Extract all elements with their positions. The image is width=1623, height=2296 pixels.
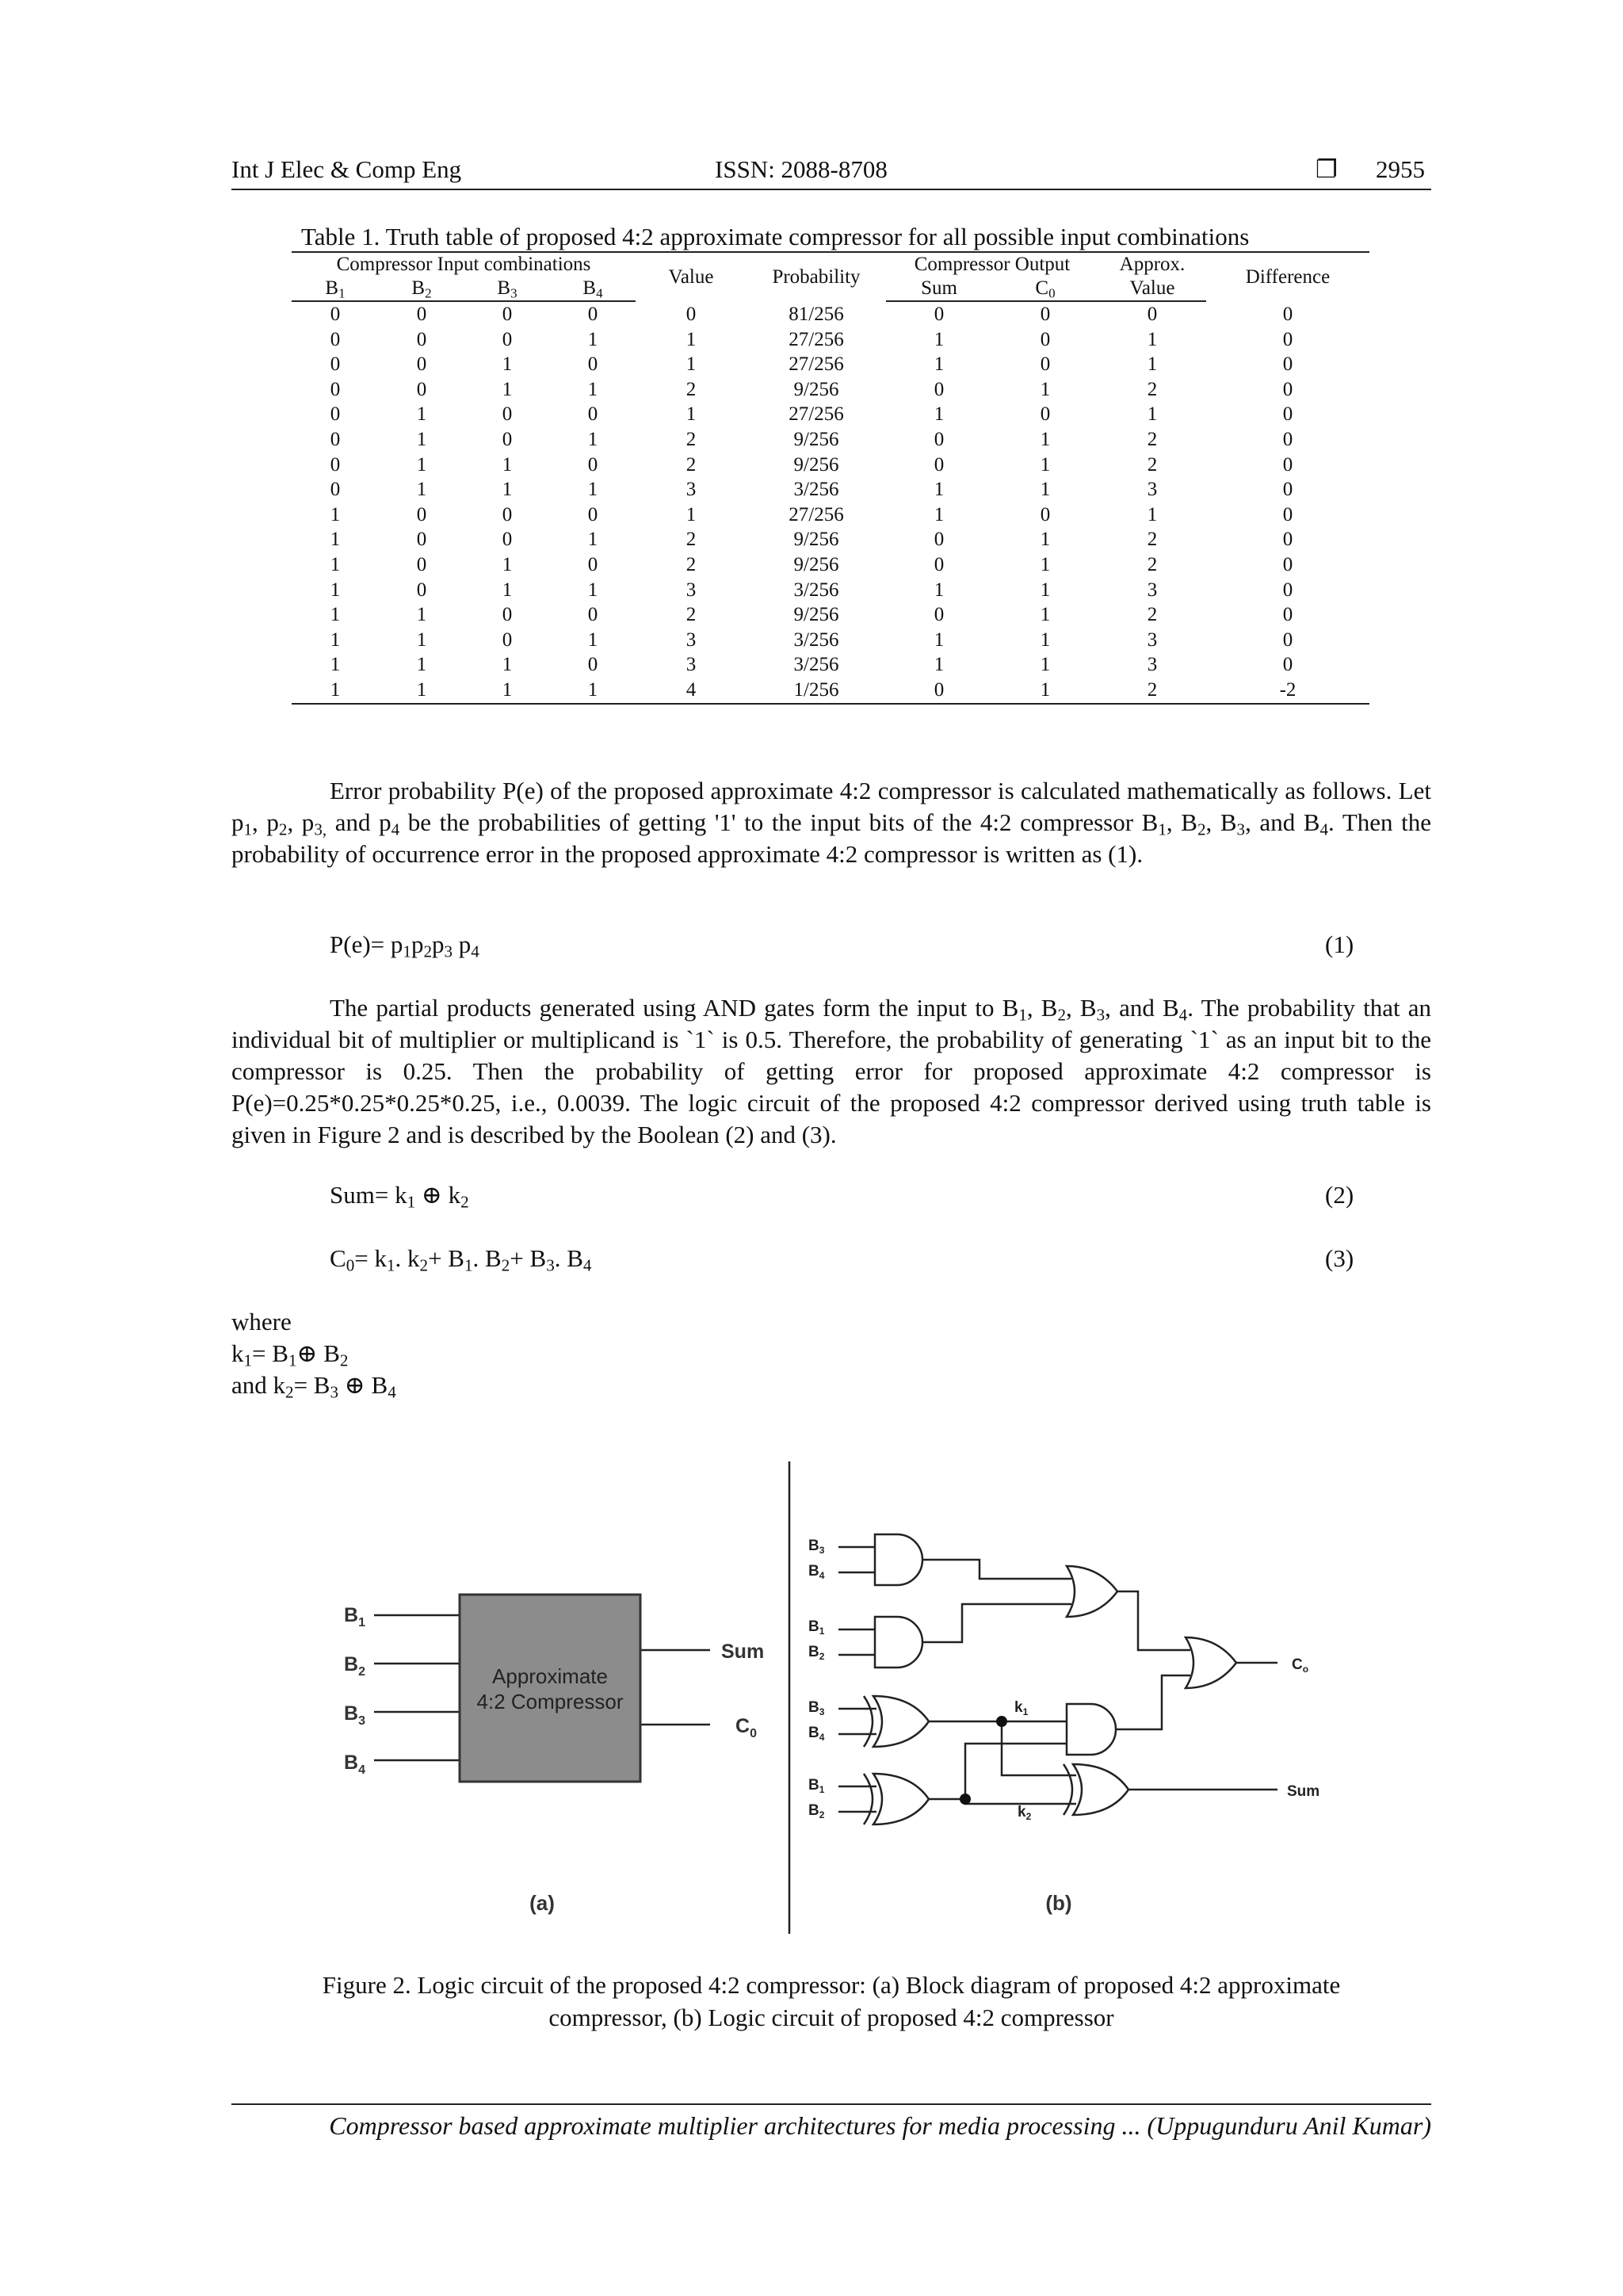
table-cell: 0 — [587, 403, 598, 426]
table-cell: 1 — [587, 579, 598, 601]
table-cell: 0 — [502, 503, 513, 525]
table-cell: 1 — [1147, 328, 1158, 350]
table-cell: 1 — [330, 654, 341, 676]
and-gate-b3-b4 — [875, 1534, 922, 1585]
header-b2: $B_2$ — [379, 277, 464, 301]
table-cell: 0 — [330, 403, 341, 426]
table-cell: 1 — [502, 453, 513, 476]
table-cell: 0 — [502, 304, 513, 325]
label-b-sum: Sum — [1287, 1783, 1320, 1800]
table-cell: 1 — [416, 479, 427, 501]
table-cell: 1 — [587, 628, 598, 651]
label-b-b4-top: $B_4$ — [808, 1563, 825, 1581]
table-cell: 1 — [1040, 604, 1051, 626]
table-cell: 1 — [685, 328, 697, 350]
table-cell: 0 — [416, 579, 427, 601]
table-cell: 0 — [330, 353, 341, 376]
table-cell: 0 — [934, 304, 945, 325]
footer-text: Compressor based approximate multiplier architectures for media processing ... (Uppugunduru Anil Kumar) — [329, 2111, 1431, 2140]
table-cell: 1 — [502, 553, 513, 575]
label-b-b3-bottom: $B_3$ — [808, 1699, 825, 1717]
table-cell: 27/256 — [789, 503, 844, 525]
table-cell: 0 — [587, 553, 598, 575]
table-cell: 0 — [587, 604, 598, 626]
table-cell: 1 — [1040, 654, 1051, 676]
table-cell: 0 — [416, 378, 427, 400]
label-b-c0: $C_o$ — [1292, 1656, 1309, 1675]
header-approx: Approx. — [1098, 252, 1206, 277]
table-cell: 1 — [934, 654, 945, 676]
table-cell: 2 — [1147, 604, 1158, 626]
table-cell: 1 — [685, 403, 697, 426]
table-cell: 0 — [1040, 304, 1051, 325]
junction-k2 — [960, 1794, 971, 1805]
table-cell: 0 — [330, 479, 341, 501]
table-cell: 0 — [502, 428, 513, 450]
equation-3-number: (3) — [1325, 1244, 1354, 1272]
or-gate-top — [1067, 1566, 1117, 1617]
issn: ISSN: 2088-8708 — [715, 155, 888, 183]
label-a-c0: $C_0$ — [735, 1715, 757, 1740]
label-b-b4-bottom: $B_4$ — [808, 1725, 825, 1743]
table-cell: 0 — [416, 553, 427, 575]
table-cell: 1 — [1040, 378, 1051, 400]
table-cell: 3/256 — [793, 654, 839, 676]
equation-1-number: (1) — [1325, 930, 1354, 958]
page-number: 2955 — [1376, 155, 1425, 183]
table-cell: 0 — [502, 403, 513, 426]
table-cell: 0 — [1282, 479, 1293, 501]
table-cell: 1 — [1040, 479, 1051, 501]
table-cell: 0 — [502, 604, 513, 626]
table-cell: 1 — [502, 579, 513, 601]
table-cell: 0 — [502, 628, 513, 651]
block-title-line1: Approximate — [492, 1664, 608, 1688]
subfigure-label-b: (b) — [1045, 1891, 1072, 1915]
paragraph-partial-products: The partial products generated using AND gates form the input to $B_1$, $B_2$, $B_3$, and $B_4$. The probability that an individual bit of multiplier or multiplicand is `1` is 0.5. Therefore, the probability of generating `1` as an input bit to the compressor is 0.25. Then the probability of getting error for proposed approximate 4:2 compressor is P(e)=0.25*0.25*0.25*0.25, i.e., 0.0039. The logic circuit of the proposed 4:2 compressor derived using truth table is given in Figure 2 and is described by the Boolean (2) and (3). — [231, 994, 1432, 1148]
where-label: where — [231, 1308, 292, 1335]
table-cell: 0 — [416, 503, 427, 525]
table-cell: 1 — [1040, 428, 1051, 450]
table-cell: 1 — [416, 628, 427, 651]
table-cell: 1 — [330, 604, 341, 626]
subfigure-label-a: (a) — [529, 1891, 555, 1915]
table-cell: 2 — [685, 604, 697, 626]
table-cell: 1 — [1040, 579, 1051, 601]
table-cell: 0 — [1282, 353, 1293, 376]
table-cell: 0 — [587, 654, 598, 676]
table-cell: 1 — [1147, 403, 1158, 426]
table-cell: 1 — [992, 678, 1098, 704]
table-cell: 1 — [330, 529, 341, 551]
table-cell: 0 — [1282, 378, 1293, 400]
table-cell: 1 — [330, 628, 341, 651]
table-cell: 1 — [330, 553, 341, 575]
figure-caption-line1: Figure 2. Logic circuit of the proposed 4:2 compressor: (a) Block diagram of proposed 4:2 approximate — [322, 1971, 1341, 1999]
table-cell: 1/256 — [747, 678, 886, 704]
table-cell: 0 — [1282, 553, 1293, 575]
table-cell: 1 — [464, 678, 550, 704]
and-gate-k1-k2 — [1067, 1704, 1116, 1755]
table-cell: 0 — [587, 304, 598, 325]
table-cell: 0 — [1040, 503, 1051, 525]
table-cell: 0 — [1147, 304, 1158, 325]
table-cell: 0 — [416, 353, 427, 376]
table-cell: 2 — [1147, 428, 1158, 450]
table-cell: 3 — [1147, 579, 1158, 601]
table-cell: 1 — [934, 628, 945, 651]
header-value: Value — [636, 252, 747, 301]
table-cell: 0 — [330, 453, 341, 476]
label-a-b1: $B_1$ — [344, 1604, 365, 1629]
header-probability: Probability — [747, 252, 886, 301]
table-cell: 1 — [934, 403, 945, 426]
header-sum: Sum — [886, 277, 992, 301]
table-cell: 2 — [1147, 553, 1158, 575]
label-b-b2-top: $B_2$ — [808, 1644, 825, 1662]
table-cell: 0 — [1282, 604, 1293, 626]
table-cell: 1 — [1040, 628, 1051, 651]
table-cell: 3 — [685, 628, 697, 651]
table-cell: 2 — [685, 553, 697, 575]
table-cell: 0 — [587, 453, 598, 476]
figure-caption-line2: compressor, (b) Logic circuit of proposed 4:2 compressor — [548, 2004, 1114, 2031]
table-cell: 1 — [934, 579, 945, 601]
table-cell: 1 — [416, 428, 427, 450]
table-cell: 2 — [685, 529, 697, 551]
table-cell: 0 — [685, 303, 697, 325]
table-cell: 2 — [1098, 678, 1206, 704]
label-a-b2: $B_2$ — [344, 1653, 365, 1679]
table-cell: 3/256 — [793, 479, 839, 501]
label-k1: $k_1$ — [1014, 1699, 1029, 1717]
table-cell: 27/256 — [789, 353, 844, 376]
header-c0: $C_0$ — [992, 277, 1098, 301]
table-cell: 0 — [330, 428, 341, 450]
table-cell: 81/256 — [789, 303, 844, 325]
table-cell: 1 — [1147, 503, 1158, 525]
table-cell: 0 — [934, 453, 945, 476]
table-cell: 1 — [1040, 529, 1051, 551]
table-cell: 1 — [379, 678, 464, 704]
xor-gate-sum — [1073, 1764, 1128, 1815]
label-b-b3-top: $B_3$ — [808, 1538, 825, 1556]
table-cell: 1 — [685, 503, 697, 525]
table-cell: 1 — [934, 503, 945, 525]
table-cell: 3 — [1147, 479, 1158, 501]
table-cell: 0 — [587, 503, 598, 525]
table-cell: 1 — [416, 453, 427, 476]
table-cell: 0 — [1282, 453, 1293, 476]
table-cell: 0 — [1040, 328, 1051, 350]
equation-2: $Sum= k_1$ ⊕ $k_2$ — [330, 1181, 469, 1212]
block-title-line2: 4:2 Compressor — [476, 1690, 624, 1713]
label-b-b1-top: $B_1$ — [808, 1618, 825, 1637]
table-cell: 27/256 — [789, 328, 844, 350]
table-cell: 1 — [1040, 553, 1051, 575]
equation-3: $C_0= k_1$. $k_2+ B_1$. $B_2+ B_3$. $B_4$ — [330, 1244, 592, 1275]
label-a-sum: Sum — [721, 1641, 765, 1663]
table-cell: 3/256 — [793, 579, 839, 601]
paragraph-error-probability: Error probability P(e) of the proposed approximate 4:2 compressor is calculated mathematically as follows. Let $p_1$, $p_2$, $p_{3,}$ and $p_4$ be the probabilities of getting '1' to the input bits of the 4:2 compressor $B_1$, $B_2$, $B_3$, and $B_4$. Then the probability of occurrence error in the proposed approximate 4:2 compressor is written as (1). — [231, 777, 1432, 868]
table-cell: 3 — [685, 479, 697, 501]
table-cell: -2 — [1206, 678, 1369, 704]
table-cell: 9/256 — [793, 529, 839, 551]
journal-name: Int J Elec & Comp Eng — [231, 155, 462, 183]
table-cell: 1 — [502, 654, 513, 676]
table-cell: 4 — [636, 678, 747, 704]
table-cell: 2 — [685, 428, 697, 450]
table-cell: 2 — [1147, 453, 1158, 476]
table-cell: 9/256 — [793, 553, 839, 575]
table-cell: 2 — [1147, 378, 1158, 400]
table-cell: 0 — [330, 378, 341, 400]
table-cell: 1 — [587, 529, 598, 551]
compressor-block — [460, 1595, 640, 1782]
table-cell: 1 — [934, 353, 945, 376]
table-cell: 0 — [1040, 353, 1051, 376]
table-cell: 1 — [502, 353, 513, 376]
table-cell: 1 — [587, 328, 598, 350]
table-cell: 1 — [587, 428, 598, 450]
junction-k1 — [996, 1716, 1007, 1727]
table-cell: 2 — [685, 453, 697, 476]
table-cell: 1 — [1040, 453, 1051, 476]
table-cell: 1 — [416, 654, 427, 676]
table-cell: 0 — [1282, 579, 1293, 601]
table-cell: 0 — [1282, 428, 1293, 450]
or-gate-output — [1186, 1637, 1236, 1688]
table-cell: 0 — [886, 678, 992, 704]
xor-gate-k2 — [873, 1774, 929, 1824]
table-caption: Table 1. Truth table of proposed 4:2 approximate compressor for all possible input combinations — [301, 223, 1250, 250]
table-cell: 2 — [1147, 529, 1158, 551]
table-cell: 1 — [587, 479, 598, 501]
table-cell: 0 — [1282, 503, 1293, 525]
table-cell: 0 — [934, 529, 945, 551]
table-cell: 0 — [1282, 403, 1293, 426]
table-cell: 9/256 — [793, 428, 839, 450]
table-cell: 3 — [1147, 654, 1158, 676]
table-cell: 0 — [502, 328, 513, 350]
table-cell: 9/256 — [793, 453, 839, 476]
table-cell: 0 — [934, 604, 945, 626]
table-cell: 0 — [416, 304, 427, 325]
table-cell: 0 — [416, 529, 427, 551]
table-cell: 3 — [685, 654, 697, 676]
footer-rule — [231, 2103, 1431, 2105]
table-cell: 0 — [587, 353, 598, 376]
table-cell: 0 — [1282, 303, 1293, 325]
table-cell: 0 — [934, 428, 945, 450]
table-cell: 2 — [685, 378, 697, 400]
table-cell: 1 — [416, 403, 427, 426]
label-a-b3: $B_3$ — [344, 1702, 365, 1728]
table-cell: 0 — [934, 378, 945, 400]
table-cell: 1 — [416, 604, 427, 626]
label-a-b4: $B_4$ — [344, 1752, 365, 1777]
table-cell: 3/256 — [793, 628, 839, 651]
table-cell: 1 — [502, 479, 513, 501]
table-cell: 0 — [1282, 654, 1293, 676]
table-cell: 1 — [550, 678, 636, 704]
table-cell: 1 — [1147, 353, 1158, 376]
equation-1: $P(e)= p_1p_2p_3$ $p_4$ — [330, 930, 479, 961]
table-cell: 0 — [330, 304, 341, 325]
xor-gate-k1 — [873, 1696, 929, 1747]
and-gate-b1-b2 — [875, 1617, 922, 1668]
header-outputs: Compressor Output — [886, 252, 1098, 277]
table-cell: 0 — [1282, 529, 1293, 551]
table-cell: 9/256 — [793, 604, 839, 626]
table-cell: 0 — [1282, 328, 1293, 350]
header-inputs: Compressor Input combinations — [292, 252, 636, 277]
table-cell: 9/256 — [793, 378, 839, 400]
header-b1: $B_1$ — [292, 277, 379, 301]
table-cell: 1 — [934, 328, 945, 350]
table-cell: 0 — [416, 328, 427, 350]
header-b3: $B_3$ — [464, 277, 550, 301]
definition-k2: and $k_2= B_3$ ⊕ $B_4$ — [231, 1371, 396, 1402]
table-cell: 1 — [330, 579, 341, 601]
table-cell: 0 — [502, 529, 513, 551]
label-k2: $k_2$ — [1018, 1804, 1032, 1822]
table-cell: 1 — [292, 678, 379, 704]
table-cell: 3 — [685, 579, 697, 601]
table-cell: 1 — [934, 479, 945, 501]
table-cell: 3 — [1147, 628, 1158, 651]
table-cell: 0 — [330, 328, 341, 350]
header-difference: Difference — [1206, 252, 1369, 301]
table-cell: 1 — [330, 503, 341, 525]
table-cell: 1 — [685, 353, 697, 376]
table-cell: 0 — [934, 553, 945, 575]
header-b4: $B_4$ — [550, 277, 636, 301]
table-cell: 27/256 — [789, 403, 844, 426]
table-cell: 0 — [1282, 628, 1293, 651]
label-b-b1-bottom: $B_1$ — [808, 1777, 825, 1795]
equation-2-number: (2) — [1325, 1181, 1354, 1209]
table-cell: 1 — [502, 378, 513, 400]
label-b-b2-bottom: $B_2$ — [808, 1802, 825, 1820]
box-icon: ❐ — [1316, 155, 1338, 183]
table-cell: 0 — [1040, 403, 1051, 426]
definition-k1: $k_1=$ $B_1\oplus$ $B_2$ — [231, 1339, 349, 1370]
header-approx-value: Value — [1098, 277, 1206, 301]
table-cell: 1 — [587, 378, 598, 400]
